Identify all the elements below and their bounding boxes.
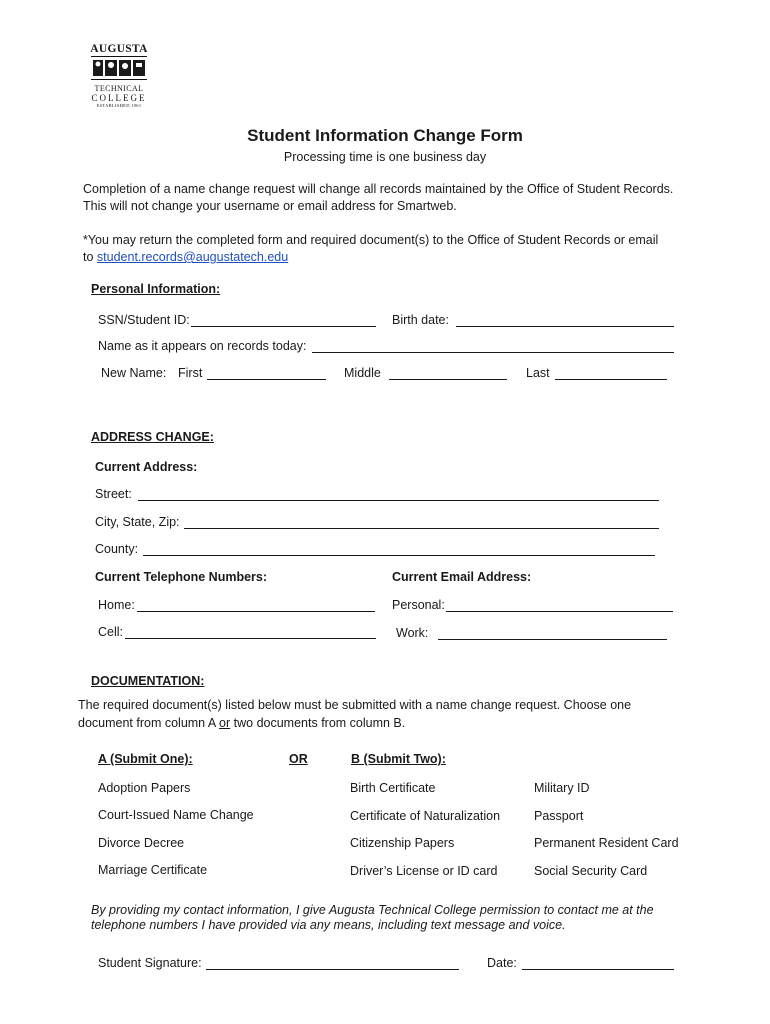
college-logo: [90, 44, 148, 109]
birth-date-label: Birth date:: [392, 313, 449, 327]
county-field[interactable]: [143, 555, 655, 556]
column-b-item: Birth Certificate: [350, 781, 436, 795]
birth-date-field[interactable]: [456, 326, 674, 327]
student-records-email-link[interactable]: student.records@augustatech.edu: [96, 250, 289, 264]
student-signature-field[interactable]: [206, 969, 459, 970]
column-b-heading: B (Submit Two):: [351, 752, 446, 766]
column-a-heading: A (Submit One):: [98, 752, 193, 766]
documentation-instructions-line-2: [78, 716, 405, 730]
doc-line2-or: or: [219, 716, 231, 730]
middle-name-field[interactable]: [389, 379, 507, 380]
documentation-instructions-line-1: The required document(s) listed below must be submitted with a name change request. Choose one: [78, 698, 632, 712]
column-a-item: Adoption Papers: [98, 781, 191, 795]
column-b-item: Military ID: [534, 781, 590, 795]
telephone-numbers-heading: Current Telephone Numbers:: [95, 570, 268, 584]
work-email-label: Work:: [396, 626, 429, 640]
column-a-item: Court-Issued Name Change: [98, 808, 254, 822]
return-instructions-line-1: *You may return the completed form and required document(s) to the Office of Student Records or email: [83, 233, 659, 247]
form-title: Student Information Change Form: [247, 126, 523, 145]
documentation-heading: DOCUMENTATION:: [91, 674, 205, 688]
email-address-heading: Current Email Address:: [392, 570, 532, 584]
street-label: Street:: [95, 487, 132, 501]
home-phone-field[interactable]: [137, 611, 375, 612]
doc-line2-pre: document from column A: [78, 716, 220, 730]
logo-line-technical: TECHNICAL: [94, 84, 144, 93]
signature-date-field[interactable]: [522, 969, 674, 970]
doc-line2-post: two documents from column B.: [230, 716, 406, 730]
personal-information-heading: Personal Information:: [91, 282, 221, 296]
logo-emblem-icon: [91, 56, 147, 80]
column-b-item: Certificate of Naturalization: [350, 809, 501, 823]
personal-email-label: Personal:: [392, 598, 445, 612]
ssn-field[interactable]: [191, 326, 376, 327]
student-signature-label: Student Signature:: [98, 956, 202, 970]
current-address-heading: Current Address:: [95, 460, 198, 474]
logo-line-established: ESTABLISHED 1961: [96, 103, 142, 108]
consent-statement-line-1: By providing my contact information, I give Augusta Technical College permission to contact me at the: [91, 903, 654, 917]
new-name-label: New Name:: [101, 366, 167, 380]
intro-paragraph-line-2: This will not change your username or email address for Smartweb.: [83, 199, 457, 213]
signature-date-label: Date:: [487, 956, 517, 970]
county-label: County:: [95, 542, 139, 556]
first-name-field[interactable]: [207, 379, 326, 380]
consent-statement-line-2: telephone numbers I have provided via any means, including text message and voice.: [91, 918, 566, 932]
first-name-label: First: [178, 366, 203, 380]
city-state-zip-label: City, State, Zip:: [95, 515, 180, 529]
logo-line-augusta: AUGUSTA: [90, 43, 148, 55]
address-change-heading: ADDRESS CHANGE:: [91, 430, 214, 444]
column-b-item: Driver’s License or ID card: [350, 864, 498, 878]
column-b-item: Citizenship Papers: [350, 836, 455, 850]
middle-name-label: Middle: [344, 366, 381, 380]
column-a-item: Marriage Certificate: [98, 863, 208, 877]
return-instructions-prefix: to: [83, 250, 94, 264]
last-name-label: Last: [526, 366, 550, 380]
personal-email-field[interactable]: [446, 611, 673, 612]
column-b-item: Permanent Resident Card: [534, 836, 679, 850]
column-a-item: Divorce Decree: [98, 836, 185, 850]
work-email-field[interactable]: [438, 639, 667, 640]
form-subtitle: Processing time is one business day: [283, 150, 487, 164]
logo-line-college: COLLEGE: [91, 93, 147, 103]
return-instructions-line-2: [83, 250, 288, 264]
records-name-label: Name as it appears on records today:: [98, 339, 307, 353]
records-name-field[interactable]: [312, 352, 674, 353]
intro-paragraph-line-1: Completion of a name change request will change all records maintained by the Office of Student Records.: [83, 182, 674, 196]
cell-phone-label: Cell:: [98, 625, 124, 639]
column-b-item: Social Security Card: [534, 864, 648, 878]
street-field[interactable]: [138, 500, 659, 501]
city-state-zip-field[interactable]: [184, 528, 659, 529]
ssn-label: SSN/Student ID:: [98, 313, 190, 327]
cell-phone-field[interactable]: [125, 638, 376, 639]
column-b-item: Passport: [534, 809, 584, 823]
home-phone-label: Home:: [98, 598, 135, 612]
last-name-field[interactable]: [555, 379, 667, 380]
or-separator: OR: [289, 752, 308, 766]
